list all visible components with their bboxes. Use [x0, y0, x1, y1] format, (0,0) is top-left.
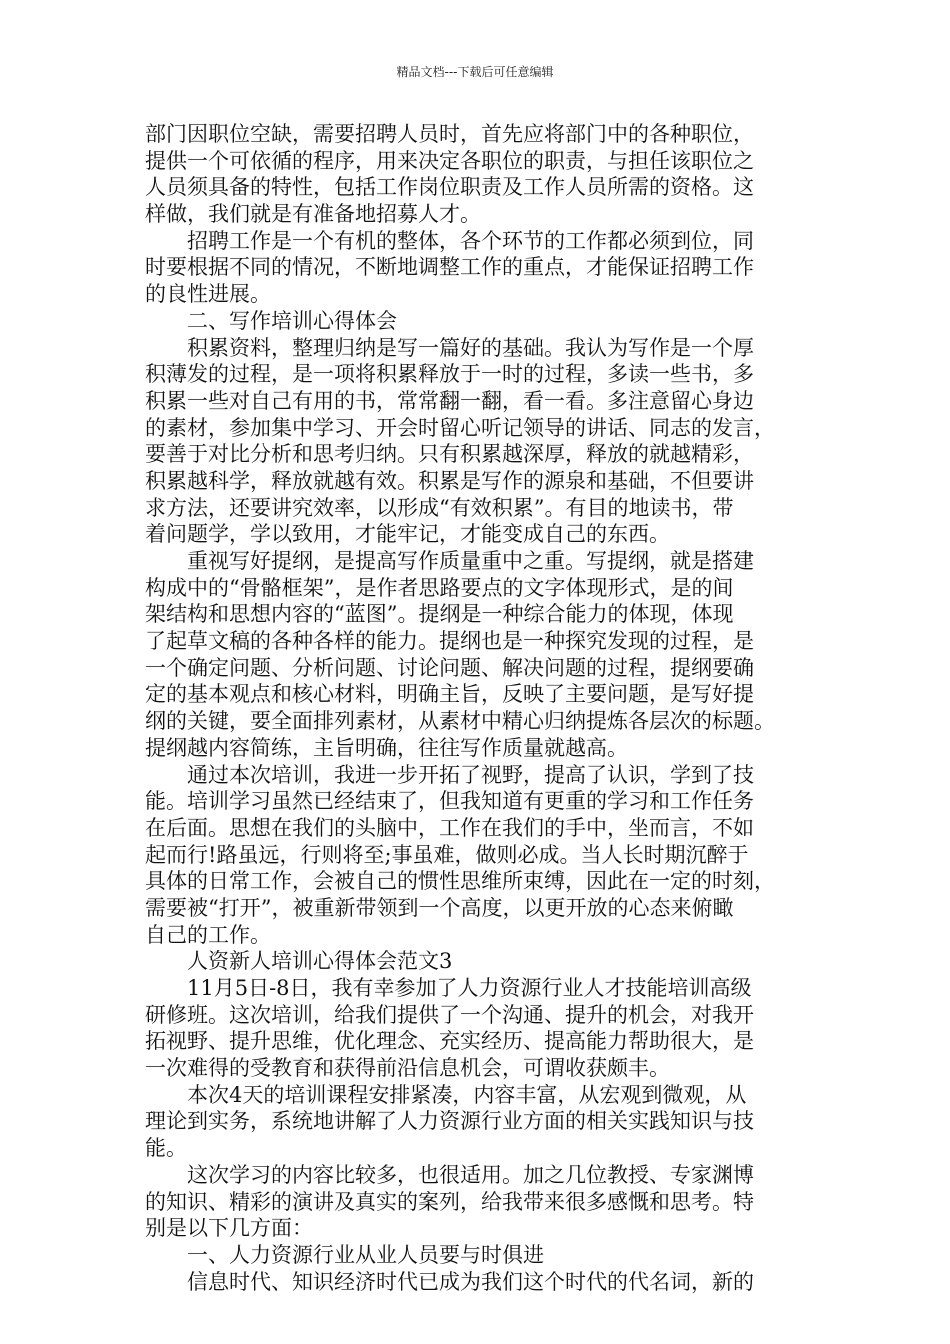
- text-line: 架结构和思想内容的“蓝图”。提纲是一种综合能力的体现，体现: [145, 602, 734, 627]
- text-line: 需要被“打开”，被重新带领到一个高度，以更开放的心态来俯瞰: [145, 895, 734, 920]
- text-line: 了起草文稿的各种各样的能力。提纲也是一种探究发现的过程，是: [145, 629, 754, 654]
- text-line: 的素材，参加集中学习、开会时留心听记领导的讲话、同志的发言，: [145, 415, 775, 440]
- text-line: 自己的工作。: [145, 922, 271, 947]
- text-line: 拓视野、提升思维，优化理念、充实经历、提高能力帮助很大，是: [145, 1029, 754, 1054]
- text-line: 具体的日常工作，会被自己的惯性思维所束缚，因此在一定的时刻，: [145, 869, 775, 894]
- text-line: 人资新人培训心得体会范文3: [187, 949, 453, 974]
- text-line: 积累资料，整理归纳是写一篇好的基础。我认为写作是一个厚: [187, 335, 754, 360]
- text-line: 求方法，还要讲究效率，以形成“有效积累”。有目的地读书，带: [145, 495, 734, 520]
- text-line: 提供一个可依循的程序，用来决定各职位的职责，与担任该职位之: [145, 148, 754, 173]
- text-line: 本次4天的培训课程安排紧凑，内容丰富，从宏观到微观，从: [187, 1082, 747, 1107]
- text-line: 积累越科学，释放就越有效。积累是写作的源泉和基础，不但要讲: [145, 468, 754, 493]
- text-line: 人员须具备的特性，包括工作岗位职责及工作人员所需的资格。这: [145, 175, 754, 200]
- text-line: 理论到实务，系统地讲解了人力资源行业方面的相关实践知识与技: [145, 1109, 754, 1134]
- text-line: 一、人力资源行业从业人员要与时俱进: [187, 1242, 544, 1267]
- text-line: 定的基本观点和核心材料，明确主旨，反映了主要问题，是写好提: [145, 682, 754, 707]
- text-line: 构成中的“骨骼框架”，是作者思路要点的文字体现形式，是的间: [145, 575, 734, 600]
- text-line: 二、写作培训心得体会: [187, 308, 397, 333]
- text-line: 时要根据不同的情况，不断地调整工作的重点，才能保证招聘工作: [145, 255, 754, 280]
- text-line: 积累一些对自己有用的书，常常翻一翻，看一看。多注意留心身边: [145, 388, 754, 413]
- document-body: [145, 121, 825, 1295]
- text-line: 在后面。思想在我们的头脑中，工作在我们的手中，坐而言，不如: [145, 815, 754, 840]
- text-line: 信息时代、知识经济时代已成为我们这个时代的代名词，新的: [187, 1269, 754, 1294]
- page-header: 精品文档---下载后可任意编辑: [396, 65, 554, 79]
- text-line: 提纲越内容简练，主旨明确，往往写作质量就越高。: [145, 735, 628, 760]
- text-line: 样做，我们就是有准备地招募人才。: [145, 202, 481, 227]
- text-line: 11月5日-8日，我有幸参加了人力资源行业人才技能培训高级: [187, 976, 752, 1000]
- text-line: 能。培训学习虽然已经结束了，但我知道有更重的学习和工作任务: [145, 789, 754, 814]
- text-line: 别是以下几方面：: [145, 1216, 313, 1241]
- text-line: 重视写好提纲，是提高写作质量重中之重。写提纲，就是搭建: [187, 549, 754, 573]
- text-line: 纲的关键，要全面排列素材，从素材中精心归纳提炼各层次的标题。: [145, 709, 775, 734]
- text-line: 部门因职位空缺，需要招聘人员时，首先应将部门中的各种职位，: [145, 122, 754, 146]
- text-line: 要善于对比分析和思考归纳。只有积累越深厚，释放的就越精彩，: [145, 442, 754, 467]
- text-line: 一次难得的受教育和获得前沿信息机会，可谓收获颇丰。: [145, 1056, 670, 1081]
- text-line: 的知识、精彩的演讲及真实的案列，给我带来很多感慨和思考。特: [145, 1189, 754, 1214]
- text-line: 研修班。这次培训，给我们提供了一个沟通、提升的机会，对我开: [145, 1002, 754, 1027]
- text-line: 招聘工作是一个有机的整体，各个环节的工作都必须到位，同: [187, 228, 754, 253]
- text-line: 积薄发的过程，是一项将积累释放于一时的过程，多读一些书，多: [145, 362, 754, 387]
- text-line: 这次学习的内容比较多，也很适用。加之几位教授、专家渊博: [187, 1162, 754, 1187]
- text-line: 通过本次培训，我进一步开拓了视野，提高了认识，学到了技: [187, 762, 754, 787]
- text-line: 起而行!路虽远，行则将至;事虽难，做则必成。当人长时期沉醉于: [145, 842, 749, 867]
- text-line: 一个确定问题、分析问题、讨论问题、解决问题的过程，提纲要确: [145, 655, 754, 680]
- text-line: 着问题学，学以致用，才能牢记，才能变成自己的东西。: [145, 522, 670, 547]
- text-line: 能。: [145, 1136, 187, 1161]
- text-line: 的良性进展。: [145, 282, 271, 307]
